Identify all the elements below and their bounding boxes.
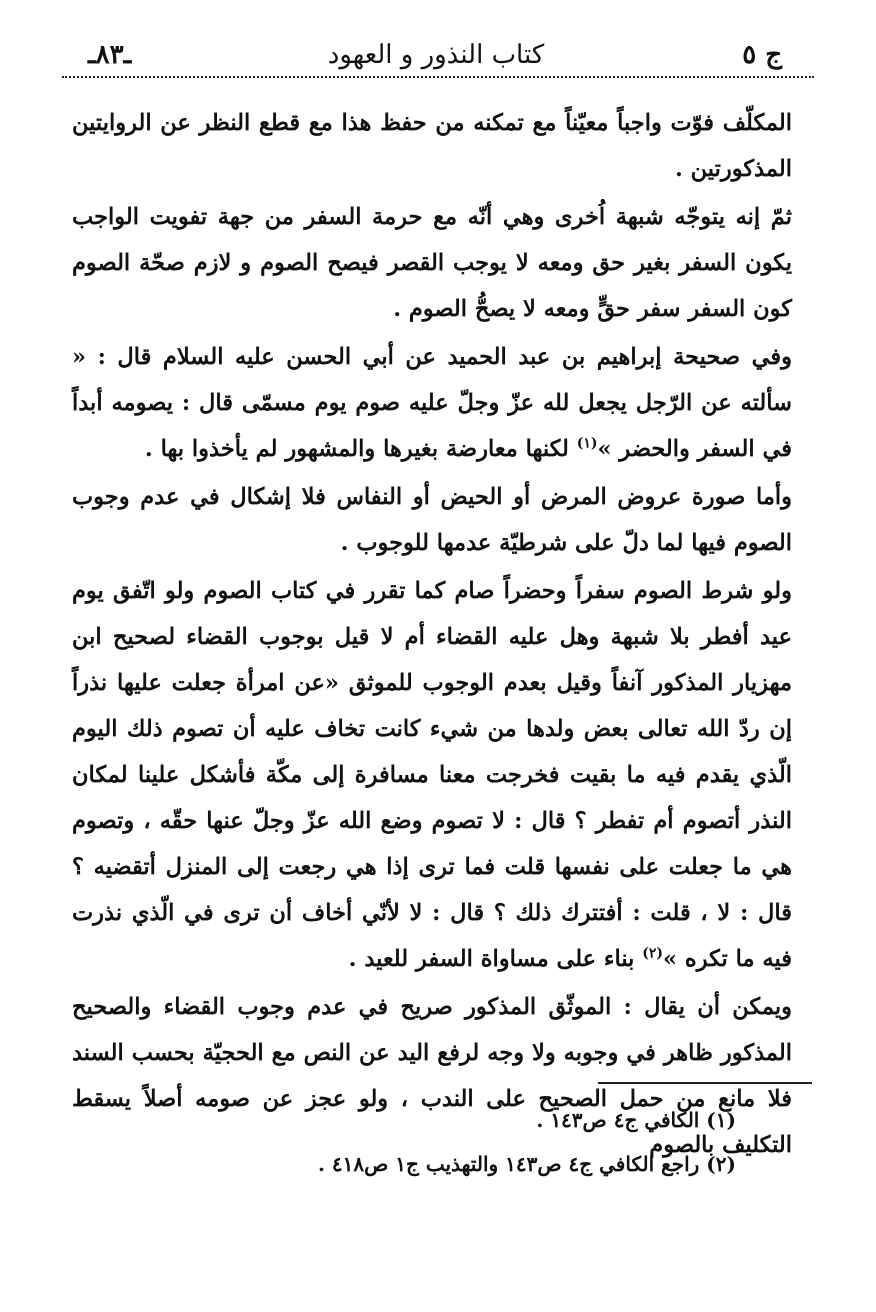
volume-label: ج ٥ (742, 40, 782, 70)
footnote-2: (٢) راجع الكافي ج٤ ص١٤٣ والتهذيب ج١ ص٤١٨ . (317, 1152, 736, 1176)
paragraph-3-tail: لكنها معارضة بغيرها والمشهور لم يأخذوا بها . (144, 436, 569, 462)
footnote-1: (١) الكافي ج٤ ص١٤٣ . (536, 1108, 736, 1132)
paragraph-3 (72, 334, 792, 472)
paragraph-3-text: وفي صحيحة إبراهيم بن عبد الحميد عن أبي الحسن عليه السلام قال : « سألته عن الرّجل يجعل لله عزّ وجلّ عليه صوم يوم مسمّى قال : يصومه أبداً في السفر والحضر » (72, 344, 792, 462)
paragraph-1: المكلّف فوّت واجباً معيّناً مع تمكنه من حفظ هذا مع قطع النظر عن الروايتين المذكورتين . (72, 110, 792, 182)
paragraph-5-tail: بناء على مساواة السفر للعيد . (348, 946, 635, 972)
header-dotted-rule (62, 76, 814, 78)
footnote-separator (598, 1082, 812, 1084)
paragraph-5 (72, 568, 792, 982)
paragraph-5-text: ولو شرط الصوم سفراً وحضراً صام كما تقرر في كتاب الصوم ولو اتّفق يوم عيد أفطر بلا شبهة وهل عليه القضاء أم لا قيل بوجوب القضاء لصحيح ابن مهزيار المذكور آنفاً وقيل بعدم الوجوب للموثق «عن امرأة جعلت عليها نذراً إن ردّ الله تعالى بعض ولدها من شيء كانت تخاف عليه أن تصوم ذلك اليوم الّذي يقدم فيه ما بقيت فخرجت معنا مسافرة إلى مكّة فأشكل علينا لمكان النذر أتصوم أم تفطر ؟ قال : لا تصوم وضع الله عزّ وجلّ عنها حقّه ، وتصوم هي ما جعلت على نفسها قلت فما ترى إذا هي رجعت إلى المنزل أتقضيه ؟ قال : لا ، قلت : أفتترك ذلك ؟ قال : لا لأنّي أخاف أن ترى في الّذي نذرت فيه ما تكره » (72, 578, 792, 972)
chapter-title: كتاب النذور و العهود (327, 40, 545, 70)
body-text (72, 100, 792, 1168)
page-number: ـ٨٣ـ (88, 40, 132, 70)
paragraph-6: ويمكن أن يقال : الموثّق المذكور صريح في عدم وجوب القضاء والصحيح المذكور ظاهر في وجوبه ولا وجه لرفع اليد عن النص مع الحجيّة بحسب السند فلا مانع من حمل الصحيح على الندب ، ولو عجز عن صومه أصلاً يسقط التكليف بالصوم (72, 994, 792, 1158)
footnote-ref-2: (٢) (642, 945, 664, 962)
footnote-ref-1: (١) (576, 435, 598, 452)
running-header (72, 38, 800, 78)
paragraph-2: ثمّ إنه يتوجّه شبهة اُخرى وهي أنّه مع حرمة السفر من جهة تفويت الواجب يكون السفر بغير حق ومعه لا يوجب القصر فيصح الصوم و لازم صحّة الصوم كون السفر سفر حقٍّ ومعه لا يصحُّ الصوم . (72, 204, 792, 322)
footnotes (116, 1098, 736, 1186)
paragraph-4: وأما صورة عروض المرض أو الحيض أو النفاس فلا إشكال في عدم وجوب الصوم فيها لما دلّ على شرطيّة عدمها للوجوب . (72, 484, 792, 556)
